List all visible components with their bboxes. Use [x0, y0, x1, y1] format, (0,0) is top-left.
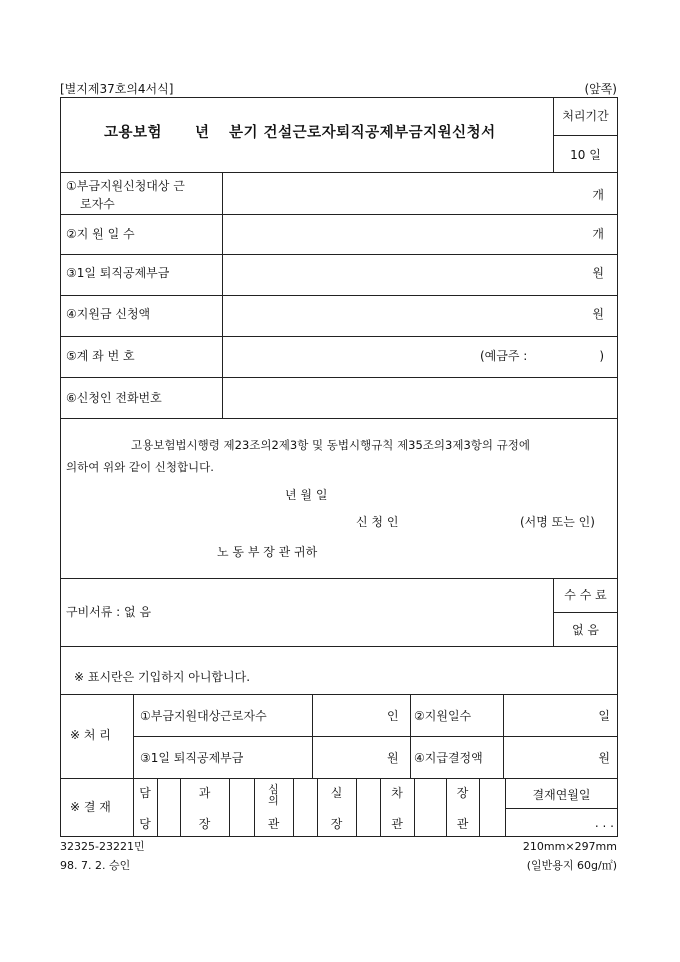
proc-daily-contribution-unit: 원	[387, 751, 399, 765]
approval-col-1-top: 담	[139, 786, 151, 800]
field-support-days-input[interactable]	[224, 216, 544, 254]
footer-code: 32325-23221민	[60, 840, 145, 853]
field-phone-label: ⑥신청인 전화번호	[66, 391, 162, 405]
declaration-line-2: 의하여 위와 같이 신청합니다.	[66, 460, 214, 474]
processing-period-value: 10 일	[570, 148, 601, 162]
field-account-number-input[interactable]	[224, 338, 474, 376]
field-target-workers-input[interactable]	[224, 174, 544, 212]
field-target-workers-label-1: ①부금지원신청대상 근	[66, 179, 185, 193]
approval-col-1-bottom: 당	[139, 817, 151, 831]
proc-support-days-unit: 일	[598, 709, 610, 723]
declaration-applicant: 신 청 인	[356, 515, 399, 529]
approval-col-6-bottom: 관	[456, 817, 469, 831]
declaration-addressee: 노 동 부 장 관 귀하	[217, 545, 318, 559]
title-part1: 고용보험	[104, 125, 163, 141]
approval-col-4-top: 실	[330, 786, 343, 800]
field-support-days-unit: 개	[592, 227, 604, 241]
approval-date-label: 결재연월일	[532, 788, 591, 802]
field-support-days-label: ②지 원 일 수	[66, 227, 135, 241]
fee-value: 없 음	[572, 623, 599, 637]
page-side-label: (앞쪽)	[584, 82, 617, 96]
field-depositor-label: (예금주 :	[480, 349, 528, 363]
field-daily-contribution-unit: 원	[592, 266, 604, 280]
approval-col-5-top: 차	[391, 786, 403, 800]
footer-size: 210mm×297mm	[522, 840, 617, 853]
proc-payment-amount-label: ④지급결정액	[414, 751, 483, 765]
footer-approval-date: 98. 7. 2. 승인	[60, 859, 131, 872]
field-depositor-close-paren: )	[599, 349, 604, 363]
proc-payment-amount-unit: 원	[598, 751, 610, 765]
field-account-number-label: ⑤계 좌 번 호	[66, 349, 135, 363]
proc-support-days-label: ②지원일수	[414, 709, 472, 723]
notice-text: ※ 표시란은 기입하지 아니합니다.	[74, 670, 251, 684]
proc-target-workers-unit: 인	[387, 709, 399, 723]
declaration-date: 년 월 일	[285, 488, 328, 502]
footer-paper: (일반용지 60g/㎡)	[526, 859, 617, 872]
attachments-label: 구비서류 : 없 음	[66, 605, 152, 619]
title-part2: 년	[195, 125, 210, 141]
field-target-workers-label-2: 로자수	[80, 197, 115, 211]
approval-col-2-top: 과	[198, 786, 211, 800]
fee-label: 수 수 료	[564, 588, 607, 602]
approval-label: ※ 결 재	[70, 800, 111, 814]
field-request-amount-input[interactable]	[224, 297, 544, 335]
title-part3: 분기 건설근로자퇴직공제부금지원신청서	[229, 125, 496, 141]
proc-target-workers-label: ①부금지원대상근로자수	[140, 709, 267, 723]
approval-col-2-bottom: 장	[198, 817, 211, 831]
field-request-amount-label: ④지원금 신청액	[66, 307, 151, 321]
processing-period-label: 처리기간	[562, 109, 609, 123]
approval-col-6-top: 장	[456, 786, 469, 800]
approval-col-3-top: 심 의	[268, 783, 279, 807]
field-daily-contribution-label: ③1일 퇴직공제부금	[66, 266, 170, 280]
processing-section-label: ※ 처 리	[70, 728, 111, 742]
declaration-sign: (서명 또는 인)	[520, 515, 595, 529]
approval-col-4-bottom: 장	[330, 817, 343, 831]
form-number: [별지제37호의4서식]	[60, 82, 174, 96]
field-request-amount-unit: 원	[592, 307, 604, 321]
field-daily-contribution-input[interactable]	[224, 256, 544, 294]
approval-date-dots: . . .	[594, 816, 614, 830]
approval-col-3-bottom: 관	[267, 817, 280, 831]
declaration-line-1: 고용보험법시행령 제23조의2제3항 및 동법시행규칙 제35조의3제3항의 규정에	[131, 438, 530, 452]
field-phone-input[interactable]	[224, 379, 614, 417]
proc-daily-contribution-label: ③1일 퇴직공제부금	[140, 751, 244, 765]
field-target-workers-unit: 개	[592, 188, 604, 202]
approval-col-5-bottom: 관	[391, 817, 403, 831]
